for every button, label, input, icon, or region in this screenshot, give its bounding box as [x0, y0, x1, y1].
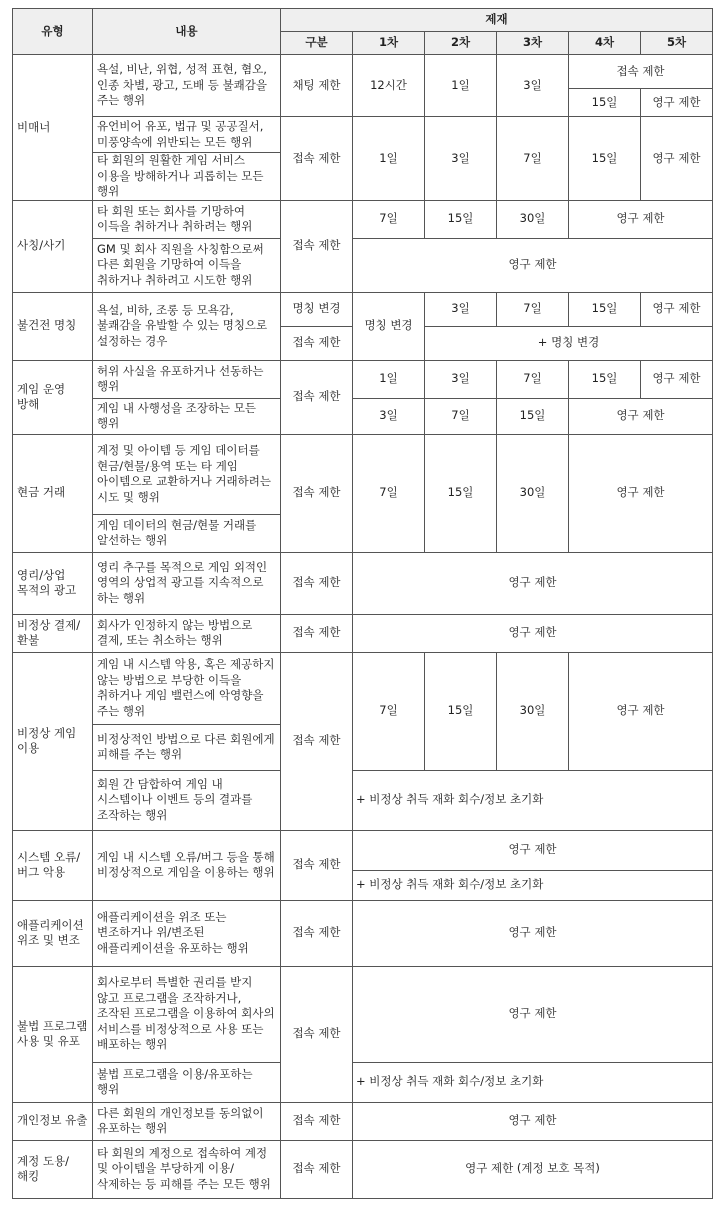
content-bad-name: 욕설, 비하, 조롱 등 모욕감, 불쾌감을 유발할 수 있는 명칭으로 설정하는 경우: [93, 292, 281, 360]
type-bad-name: 불건전 명칭: [13, 292, 93, 360]
abnormal-plus-recovery: + 비정상 취득 재화 회수/정보 초기화: [353, 770, 713, 830]
bad-name-second: 3일: [425, 292, 497, 326]
cash-first: 7일: [353, 434, 425, 552]
content-illegal-1: 회사로부터 특별한 권리를 받지 않고 프로그램을 조작하거나, 조작된 프로그램을 이용하여 회사의 서비스를 비정상적으로 사용 또는 배포하는 행위: [93, 966, 281, 1062]
bad-name-category-1: 명칭 변경: [281, 292, 353, 326]
obstruct-category: 접속 제한: [281, 360, 353, 434]
bug-category: 접속 제한: [281, 830, 353, 900]
hacking-category: 접속 제한: [281, 1140, 353, 1198]
obstruct-2-first: 3일: [353, 398, 425, 434]
abnormal-second: 15일: [425, 652, 497, 770]
fraud-2-sanction: 영구 제한: [353, 238, 713, 292]
abuse-1-second: 1일: [425, 55, 497, 117]
content-cash-1: 계정 및 아이템 등 게임 데이터를 현금/현물/용역 또는 타 게임 아이템으로 교환하거나 거래하려는 시도 및 행위: [93, 434, 281, 514]
abuse-1-after: 접속 제한: [569, 55, 713, 89]
abuse-1-first: 12시간: [353, 55, 425, 117]
payment-sanction: 영구 제한: [353, 614, 713, 652]
cash-second: 15일: [425, 434, 497, 552]
bad-name-fifth: 영구 제한: [641, 292, 713, 326]
bad-name-category-2: 접속 제한: [281, 326, 353, 360]
header-content: 내용: [93, 9, 281, 55]
type-obstruct: 게임 운영 방해: [13, 360, 93, 434]
type-payment: 비정상 결제/환불: [13, 614, 93, 652]
header-fifth: 5차: [641, 32, 713, 55]
fraud-1-after: 영구 제한: [569, 200, 713, 238]
forgery-sanction: 영구 제한: [353, 900, 713, 966]
abuse-2-first: 1일: [353, 117, 425, 201]
header-type: 유형: [13, 9, 93, 55]
obstruct-1-fourth: 15일: [569, 360, 641, 398]
type-forgery: 애플리케이션 위조 및 변조: [13, 900, 93, 966]
obstruct-1-third: 7일: [497, 360, 569, 398]
bad-name-plus-change: + 명칭 변경: [425, 326, 713, 360]
obstruct-2-third: 15일: [497, 398, 569, 434]
header-category: 구분: [281, 32, 353, 55]
abuse-category-2: 접속 제한: [281, 117, 353, 201]
bug-plus-recovery: + 비정상 취득 재화 회수/정보 초기화: [353, 870, 713, 900]
abuse-2-third: 7일: [497, 117, 569, 201]
bad-name-fourth: 15일: [569, 292, 641, 326]
obstruct-2-second: 7일: [425, 398, 497, 434]
obstruct-1-first: 1일: [353, 360, 425, 398]
type-bug: 시스템 오류/버그 악용: [13, 830, 93, 900]
illegal-sanction: 영구 제한: [353, 966, 713, 1062]
commercial-sanction: 영구 제한: [353, 552, 713, 614]
content-obstruct-1: 허위 사실을 유포하거나 선동하는 행위: [93, 360, 281, 398]
cash-third: 30일: [497, 434, 569, 552]
content-commercial: 영리 추구를 목적으로 게임 외적인 영역의 상업적 광고를 지속적으로 하는 행위: [93, 552, 281, 614]
abnormal-category: 접속 제한: [281, 652, 353, 830]
bad-name-first: 명칭 변경: [353, 292, 425, 360]
abuse-1-third: 3일: [497, 55, 569, 117]
content-privacy: 다른 회원의 개인정보를 동의없이 유포하는 행위: [93, 1102, 281, 1140]
content-illegal-2: 불법 프로그램을 이용/유포하는 행위: [93, 1062, 281, 1102]
bad-name-third: 7일: [497, 292, 569, 326]
type-abnormal: 비정상 게임 이용: [13, 652, 93, 830]
content-abnormal-1: 게임 내 시스템 악용, 혹은 제공하지 않는 방법으로 부당한 이득을 취하거나 게임 밸런스에 악영향을 주는 행위: [93, 652, 281, 724]
type-commercial: 영리/상업 목적의 광고: [13, 552, 93, 614]
content-fraud-1: 타 회원 또는 회사를 기망하여 이득을 취하거나 취하려는 행위: [93, 200, 281, 238]
content-forgery: 애플리케이션을 위조 또는 변조하거나 위/변조된 애플리케이션을 유포하는 행위: [93, 900, 281, 966]
abuse-2-fourth: 15일: [569, 117, 641, 201]
type-privacy: 개인정보 유출: [13, 1102, 93, 1140]
type-abuse: 비매너: [13, 55, 93, 201]
type-cash: 현금 거래: [13, 434, 93, 552]
fraud-1-first: 7일: [353, 200, 425, 238]
illegal-plus-recovery: + 비정상 취득 재화 회수/정보 초기화: [353, 1062, 713, 1102]
content-abnormal-2: 비정상적인 방법으로 다른 회원에게 피해를 주는 행위: [93, 724, 281, 770]
cash-category: 접속 제한: [281, 434, 353, 552]
header-first: 1차: [353, 32, 425, 55]
privacy-category: 접속 제한: [281, 1102, 353, 1140]
cash-after: 영구 제한: [569, 434, 713, 552]
abnormal-first: 7일: [353, 652, 425, 770]
sanction-policy-table: [12, 8, 713, 1199]
content-obstruct-2: 게임 내 사행성을 조장하는 모든 행위: [93, 398, 281, 434]
abuse-2-second: 3일: [425, 117, 497, 201]
payment-category: 접속 제한: [281, 614, 353, 652]
obstruct-1-second: 3일: [425, 360, 497, 398]
illegal-category: 접속 제한: [281, 966, 353, 1102]
content-abnormal-3: 회원 간 담합하여 게임 내 시스템이나 이벤트 등의 결과를 조작하는 행위: [93, 770, 281, 830]
type-fraud: 사칭/사기: [13, 200, 93, 292]
content-abuse-3: 타 회원의 원활한 게임 서비스 이용을 방해하거나 괴롭히는 모든 행위: [93, 153, 281, 201]
obstruct-1-fifth: 영구 제한: [641, 360, 713, 398]
content-cash-2: 게임 데이터의 현금/현물 거래를 알선하는 행위: [93, 514, 281, 552]
abuse-1-fourth: 15일: [569, 89, 641, 117]
abuse-1-fifth: 영구 제한: [641, 89, 713, 117]
fraud-1-second: 15일: [425, 200, 497, 238]
hacking-sanction: 영구 제한 (계정 보호 목적): [353, 1140, 713, 1198]
bug-sanction: 영구 제한: [353, 830, 713, 870]
type-illegal: 불법 프로그램 사용 및 유포: [13, 966, 93, 1102]
content-bug: 게임 내 시스템 오류/버그 등을 통해 비정상적으로 게임을 이용하는 행위: [93, 830, 281, 900]
abnormal-after: 영구 제한: [569, 652, 713, 770]
header-sanction: 제재: [281, 9, 713, 32]
type-hacking: 계정 도용/해킹: [13, 1140, 93, 1198]
content-payment: 회사가 인정하지 않는 방법으로 결제, 또는 취소하는 행위: [93, 614, 281, 652]
content-abuse-2: 유언비어 유포, 법규 및 공공질서, 미풍양속에 위반되는 모든 행위: [93, 117, 281, 153]
obstruct-2-after: 영구 제한: [569, 398, 713, 434]
privacy-sanction: 영구 제한: [353, 1102, 713, 1140]
abuse-category-1: 채팅 제한: [281, 55, 353, 117]
abuse-2-fifth: 영구 제한: [641, 117, 713, 201]
fraud-category: 접속 제한: [281, 200, 353, 292]
content-fraud-2: GM 및 회사 직원을 사칭함으로써 다른 회원을 기망하여 이득을 취하거나 취하려고 시도한 행위: [93, 238, 281, 292]
header-fourth: 4차: [569, 32, 641, 55]
header-second: 2차: [425, 32, 497, 55]
content-hacking: 타 회원의 계정으로 접속하여 계정 및 아이템을 부당하게 이용/삭제하는 등 피해를 주는 모든 행위: [93, 1140, 281, 1198]
abnormal-third: 30일: [497, 652, 569, 770]
commercial-category: 접속 제한: [281, 552, 353, 614]
content-abuse-1: 욕설, 비난, 위협, 성적 표현, 혐오, 인종 차별, 광고, 도배 등 불쾌감을 주는 행위: [93, 55, 281, 117]
header-third: 3차: [497, 32, 569, 55]
fraud-1-third: 30일: [497, 200, 569, 238]
forgery-category: 접속 제한: [281, 900, 353, 966]
